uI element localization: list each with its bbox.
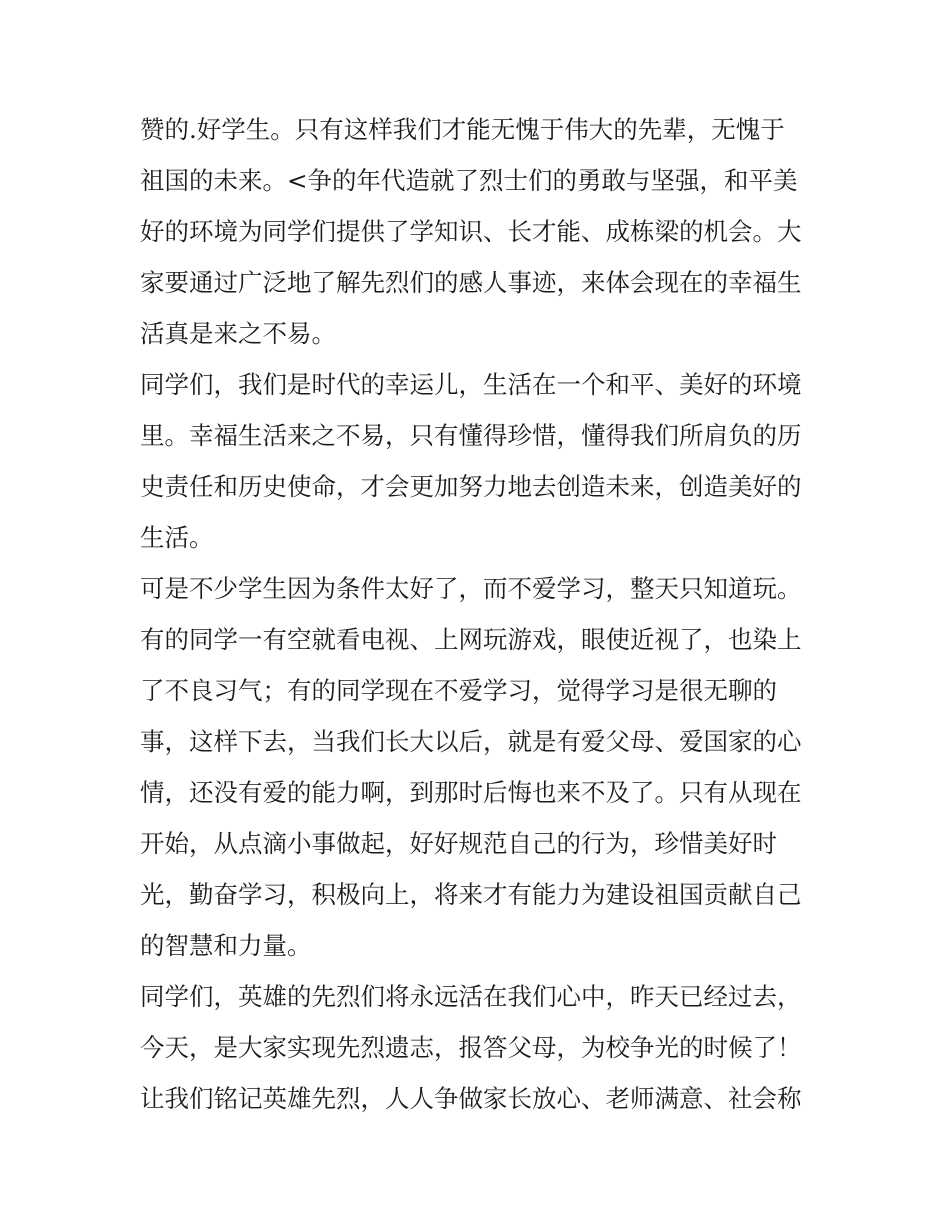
text-line: 有的同学一有空就看电视、上网玩游戏，眼使近视了，也染上 — [140, 625, 802, 654]
text-line: 活真是来之不易。 — [140, 319, 336, 348]
text-line: 让我们铭记英雄先烈，人人争做家长放心、老师满意、社会称 — [140, 1084, 802, 1113]
text-line: 的智慧和力量。 — [140, 931, 312, 960]
text-line: 祖国的未来。<争的年代造就了烈士们的勇敢与坚强，和平美 — [140, 166, 798, 195]
text-line: 情，还没有爱的能力啊，到那时后悔也来不及了。只有从现在 — [140, 778, 802, 807]
text-line: 家要通过广泛地了解先烈们的感人事迹，来体会现在的幸福生 — [140, 268, 802, 297]
text-line: 赞的.好学生。只有这样我们才能无愧于伟大的先辈，无愧于 — [140, 115, 785, 144]
text-line: 光，勤奋学习，积极向上，将来才有能力为建设祖国贡献自己 — [140, 880, 802, 909]
text-line: 好的环境为同学们提供了学知识、长才能、成栋梁的机会。大 — [140, 217, 802, 246]
text-line: 史责任和历史使命，才会更加努力地去创造未来，创造美好的 — [140, 472, 802, 501]
text-line: 开始，从点滴小事做起，好好规范自己的行为，珍惜美好时 — [140, 829, 777, 858]
text-line: 事，这样下去，当我们长大以后，就是有爱父母、爱国家的心 — [140, 727, 802, 756]
text-line: 可是不少学生因为条件太好了，而不爱学习，整天只知道玩。 — [140, 574, 802, 603]
text-line: 生活。 — [140, 523, 214, 552]
text-line: 里。幸福生活来之不易，只有懂得珍惜，懂得我们所肩负的历 — [140, 421, 802, 450]
document-body — [140, 104, 840, 1124]
text-line: 今天，是大家实现先烈遗志，报答父母，为校争光的时候了！ — [140, 1033, 802, 1062]
text-line: 了不良习气；有的同学现在不爱学习，觉得学习是很无聊的 — [140, 676, 777, 705]
text-line: 同学们，我们是时代的幸运儿，生活在一个和平、美好的环境 — [140, 370, 802, 399]
text-line: 同学们，英雄的先烈们将永远活在我们心中，昨天已经过去， — [140, 982, 802, 1011]
